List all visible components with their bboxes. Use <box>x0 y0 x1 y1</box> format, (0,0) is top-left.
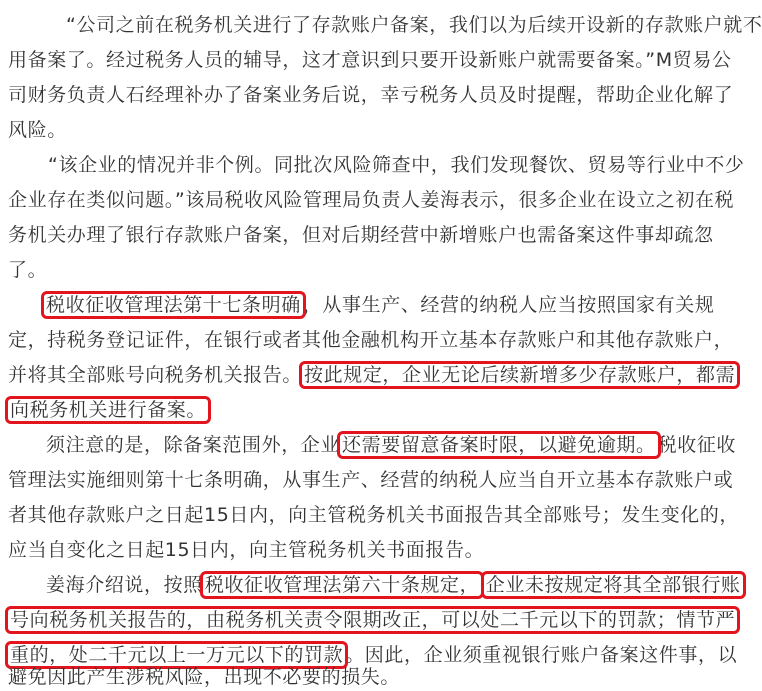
text-line: 企业存在类似问题。”该局税收风险管理局负责人姜海表示，很多企业在设立之初在税 <box>8 189 735 211</box>
text-line: 者其他存款账户之日起15日内，向主管税务机关书面报告其全部账号；发生变化的， <box>8 504 739 526</box>
text-line <box>46 568 743 602</box>
highlighted-text: 号向税务机关报告的，由税务机关责令限期改正，可以处二千元以下的罚款；情节严 <box>10 609 736 631</box>
text-line: 管理法实施细则第十七条明确，从事生产、经营的纳税人应当自开立基本存款账户或 <box>8 469 734 491</box>
text-line <box>44 288 714 322</box>
text-line: “该企业的情况并非个例。同批次风险筛查中，我们发现餐饮、贸易等行业中不少 <box>48 154 745 176</box>
highlighted-text: 重的，处二千元以上一万元以下的罚款 <box>10 644 344 666</box>
text-line: 司财务负责人石经理补办了备案业务后说，幸亏税务人员及时提醒，帮助企业化解了 <box>8 84 734 106</box>
text-span: 。因此，企业须重视银行账户备案这件事，以 <box>345 644 738 666</box>
highlighted-text: 税收征收管理法第十七条明确 <box>46 294 301 316</box>
text-line: 了。 <box>8 259 48 281</box>
text-line <box>8 393 208 427</box>
highlighted-text: 还需要留意备案时限，以避免逾期。 <box>342 434 656 456</box>
text-line: 避免因此产生涉税风险，出现不必要的损失。 <box>8 666 401 688</box>
text-line: “公司之前在税务机关进行了存款账户备案，我们以为后续开设新的存款账户就不 <box>66 14 762 36</box>
text-span: 税收征收 <box>657 434 737 456</box>
text-line: 务机关办理了银行存款账户备案，但对后期经营中新增账户也需备案这件事却疏忽 <box>8 224 714 246</box>
highlighted-text: 按此规定，企业无论后续新增多少存款账户，都需 <box>304 364 736 386</box>
text-line: 风险。 <box>8 119 67 141</box>
text-line: 定，持税务登记证件，在银行或者其他金融机构开立基本存款账户和其他存款账户， <box>8 329 734 351</box>
highlighted-text: 企业未按规定将其全部银行账 <box>485 574 741 596</box>
text-span: 须注意的是，除备案范围外，企业 <box>46 434 341 456</box>
text-line <box>8 603 737 637</box>
text-line <box>46 428 736 462</box>
highlighted-text: 税收征收管理法第六十条规定， <box>204 574 480 596</box>
text-line: 应当自变化之日起15日内，向主管税务机关书面报告。 <box>8 539 485 561</box>
text-span: 并将其全部账号向税务机关报告。 <box>8 364 303 386</box>
text-span: 姜海介绍说，按照 <box>46 574 203 596</box>
highlighted-text: 向税务机关进行备案。 <box>10 399 207 421</box>
text-span: ，从事生产、经营的纳税人应当按照国家有关规 <box>302 294 715 316</box>
text-line: 用备案了。经过税务人员的辅导，这才意识到只要开设新账户就需要备案。”M贸易公 <box>8 49 732 71</box>
text-line <box>8 358 737 392</box>
